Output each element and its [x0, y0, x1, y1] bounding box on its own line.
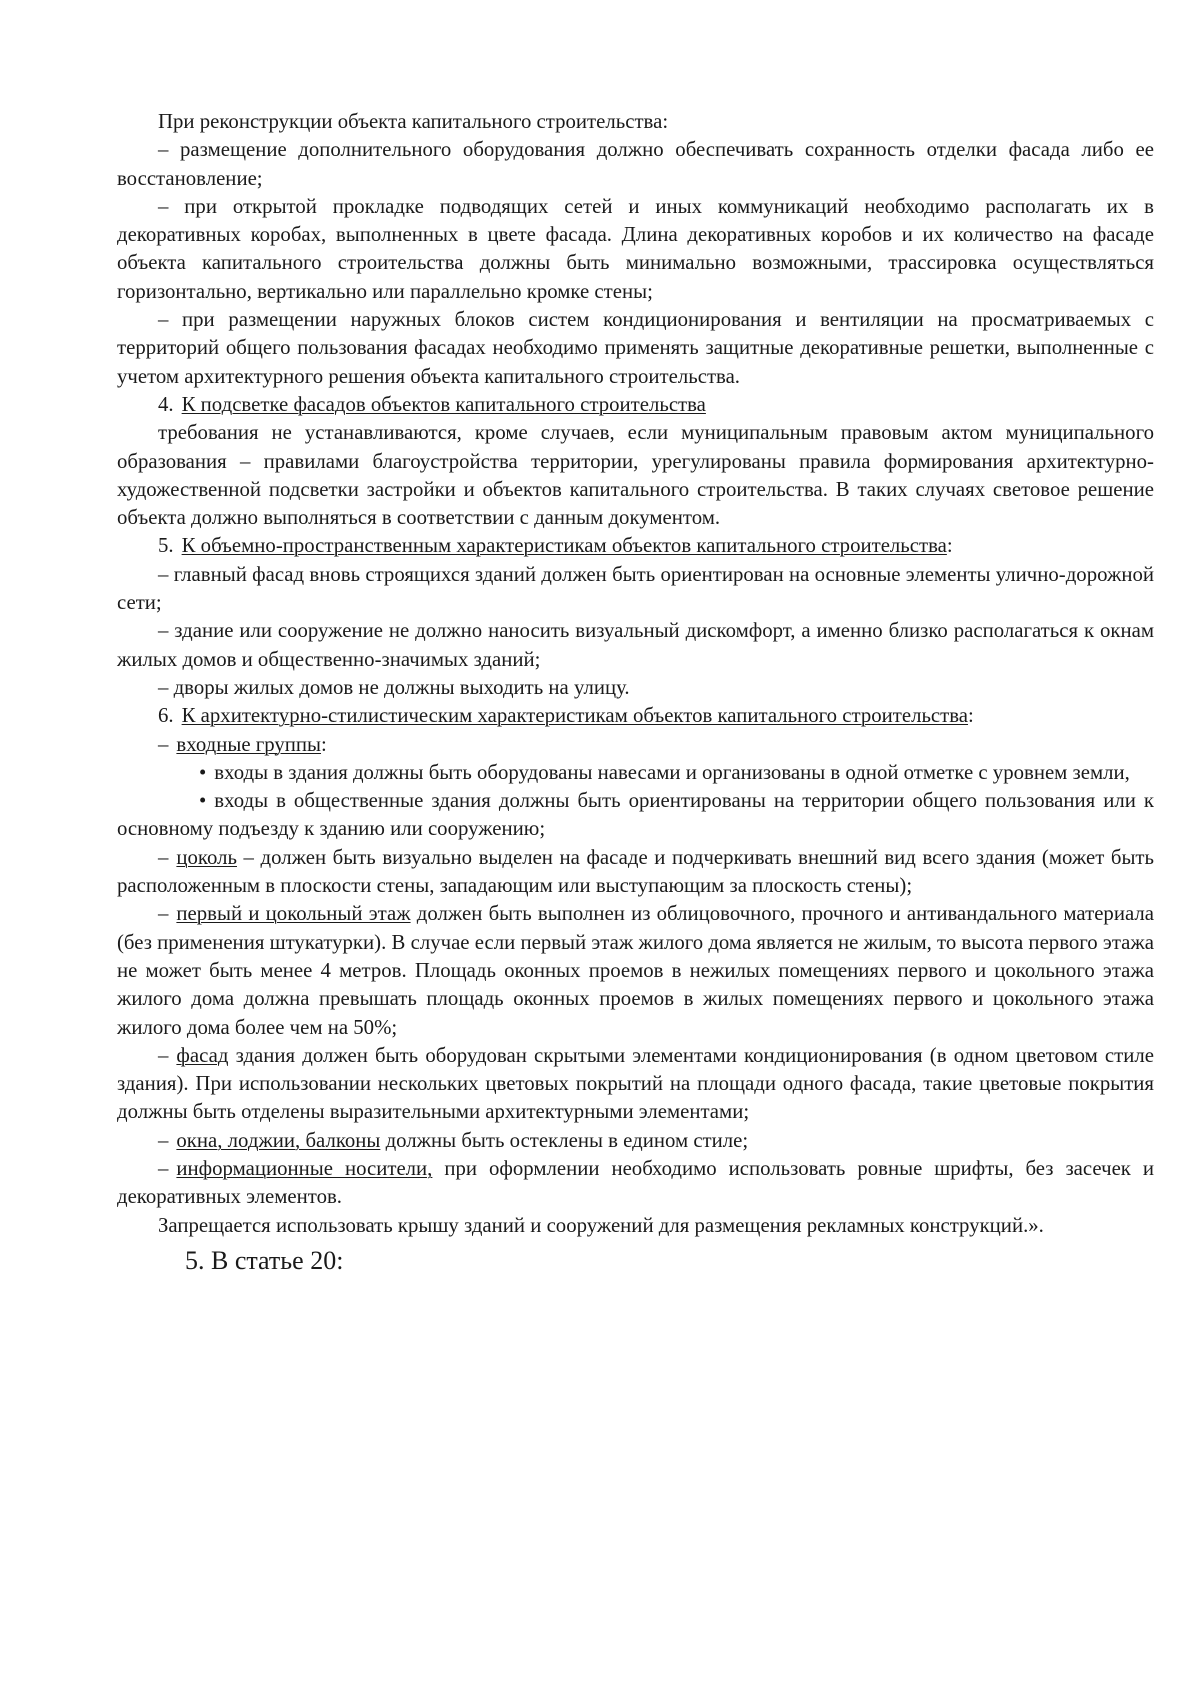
paragraph-text: должен быть выполнен из облицовочного, прочного и антивандального материала (без применения штукатурки). В случае если первый этаж жилого дома является не жилым, то высота первого этажа не может быть менее 4 метров. Площадь оконных проемов в нежилых помещениях первого и цокольного этажа жилого дома должна превышать площадь оконных проемов в жилых помещениях первого и цокольного этажа жилого дома более чем на 50%;	[117, 902, 1154, 1039]
section-number: 6.	[158, 704, 174, 728]
paragraph-main-facade: – главный фасад вновь строящихся зданий должен быть ориентирован на основные элементы улично-дорожной сети;	[117, 562, 1154, 615]
paragraph-ventilation: – при размещении наружных блоков систем кондиционирования и вентиляции на просматриваемых с территорий общего пользования фасадах необходимо применять защитные декоративные решетки, выполненные с учетом архитектурного решения объекта капитального строительства.	[117, 308, 1154, 388]
paragraph-text: здания должен быть оборудован скрытыми элементами кондиционирования (в одном цветовом стиле здания). При использовании нескольких цветовых покрытий на площади одного фасада, такие цветовые покрытия должны быть отделены выразительными архитектурными элементами;	[117, 1043, 1154, 1124]
punctuation: :	[946, 534, 953, 558]
bullet-text: входы в здания должны быть оборудованы навесами и организованы в одной отметке с уровнем земли,	[214, 760, 1130, 784]
paragraph-roof-ban: Запрещается использовать крышу зданий и сооружений для размещения рекламных конструкций.».	[158, 1213, 1044, 1237]
paragraph-facade	[117, 1042, 1154, 1127]
term-facade: фасад	[176, 1043, 229, 1067]
section-4-heading	[117, 391, 1154, 419]
paragraph-entrance-groups	[117, 731, 1154, 759]
dash: –	[158, 845, 169, 869]
section-number: 5.	[158, 534, 174, 558]
paragraph-text: должны быть остеклены в едином стиле;	[380, 1128, 749, 1152]
paragraph-first-floor	[117, 900, 1154, 1041]
paragraph-lighting: требования не устанавливаются, кроме случаев, если муниципальным правовым актом муниципального образования – правилами благоустройства территории, урегулированы правила формирования архитектурно-художественной подсветки застройки и объектов капитального строительства. В таких случаях световое решение объекта должно выполняться в соответствии с данным документом.	[117, 421, 1154, 530]
term-plinth: цоколь	[176, 845, 237, 869]
dash: –	[158, 1128, 169, 1152]
section-6-heading	[117, 702, 1154, 730]
section-6-title: К архитектурно-стилистическим характеристикам объектов капитального строительства	[181, 704, 969, 728]
paragraph-yards: – дворы жилых домов не должны выходить на улицу.	[158, 675, 630, 699]
punctuation: :	[321, 732, 327, 756]
section-number: 4.	[158, 392, 174, 416]
paragraph-text: при оформлении необходимо использовать ровные шрифты, без засечек и декоративных элементов.	[117, 1156, 1154, 1209]
punctuation: :	[968, 704, 974, 728]
paragraph-reconstruction-intro: При реконструкции объекта капитального строительства:	[158, 110, 669, 133]
term-windows: окна, лоджии, балконы	[176, 1128, 381, 1152]
paragraph-networks: – при открытой прокладке подводящих сетей и иных коммуникаций необходимо располагать их в декоративных коробах, выполненных в цвете фасада. Длина декоративных коробов и их количество на фасаде объекта капитального строительства должны быть минимально возможными, трассировка осуществляться горизонтально, вертикально или параллельно кромке стены;	[117, 194, 1154, 303]
bullet-item-public-entrances	[117, 787, 1154, 844]
dash: –	[158, 1156, 169, 1180]
paragraph-info-carriers	[117, 1155, 1154, 1212]
paragraph-text: – должен быть визуально выделен на фасаде и подчеркивать внешний вид всего здания (может быть расположенным в плоскости стены, западающим или выступающим за плоскость стены);	[117, 845, 1154, 898]
section-5-heading	[117, 532, 1154, 560]
term-first-floor: первый и цокольный этаж	[176, 902, 411, 926]
dash: –	[158, 1043, 169, 1067]
paragraph-equipment: – размещение дополнительного оборудования должно обеспечивать сохранность отделки фасада либо ее восстановление;	[117, 138, 1154, 190]
term-info-carriers: информационные носители,	[176, 1156, 433, 1180]
section-5-title: К объемно-пространственным характеристикам объектов капитального строительства	[181, 534, 947, 558]
paragraph-discomfort: – здание или сооружение не должно наносить визуальный дискомфорт, а именно близко располагаться к окнам жилых домов и общественно-значимых зданий;	[117, 619, 1154, 671]
article-20-heading: 5. В статье 20:	[185, 1245, 344, 1275]
bullet-text: входы в общественные здания должны быть ориентированы на территории общего пользования или к основному подъезду к зданию или сооружению;	[117, 789, 1154, 841]
paragraph-plinth	[117, 844, 1154, 901]
document-page	[117, 108, 1154, 1278]
section-4-title: К подсветке фасадов объектов капитального строительства	[181, 392, 706, 416]
bullet-icon: •	[199, 789, 207, 813]
term-entrance-groups: входные группы	[176, 732, 322, 756]
dash: –	[158, 902, 169, 926]
bullet-icon: •	[199, 760, 207, 784]
bullet-item-entrances	[117, 759, 1154, 787]
paragraph-windows	[117, 1127, 1154, 1155]
dash: –	[158, 732, 169, 756]
